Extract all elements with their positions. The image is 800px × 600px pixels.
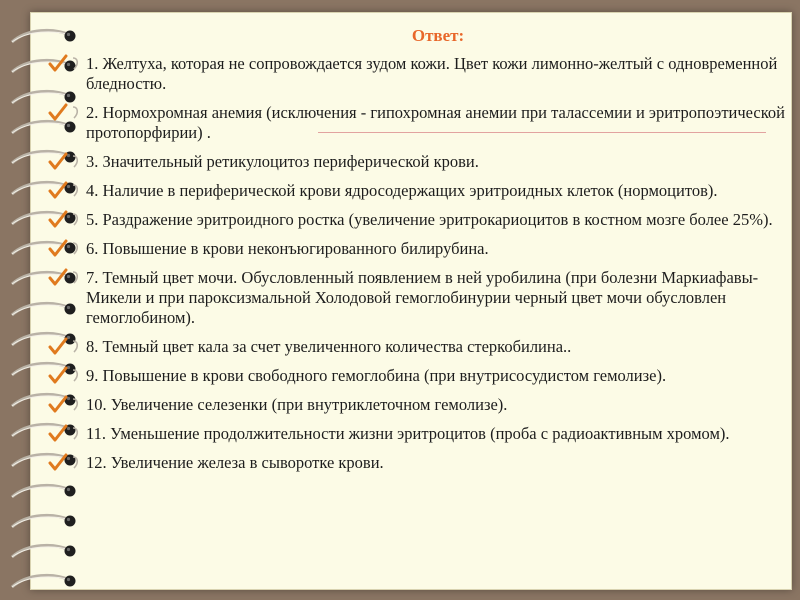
check-mark-icon xyxy=(48,181,68,201)
list-item xyxy=(86,424,790,444)
ring-binder-icon xyxy=(8,26,80,48)
ring-binder-icon xyxy=(8,571,80,593)
ring-hook-icon xyxy=(72,425,80,438)
list-item-text: 11. Уменьшение продолжительности жизни эритроцитов (проба с радиоактивным хромом). xyxy=(86,424,730,443)
list-item-text: 8. Темный цвет кала за счет увеличенного количества стеркобилина.. xyxy=(86,337,572,356)
check-mark-icon xyxy=(48,453,68,473)
list-item-text: 9. Повышение в крови свободного гемоглобина (при внутрисосудистом гемолизе). xyxy=(86,366,667,385)
list-item-text: 5. Раздражение эритроидного ростка (увеличение эритрокариоцитов в костном мозге более 25%). xyxy=(86,210,773,229)
ring-binder-icon xyxy=(8,420,80,442)
ring-hook-icon xyxy=(72,367,80,380)
ring-hook-icon xyxy=(72,104,80,117)
list-item xyxy=(86,181,790,201)
check-mark-icon xyxy=(48,337,68,357)
list-item-text: 2. Нормохромная анемия (исключения - гипохромная анемии при талассемии и эритропоэтической протопорфирии) . xyxy=(86,103,786,142)
ring-binder-icon xyxy=(8,541,80,563)
list-item-text: 10. Увеличение селезенки (при внутриклеточном гемолизе). xyxy=(86,395,508,414)
list-item xyxy=(86,268,790,328)
list-item-text: 1. Желтуха, которая не сопровождается зудом кожи. Цвет кожи лимонно-желтый с одновременной бледностю. xyxy=(86,54,778,93)
ring-hook-icon xyxy=(72,396,80,409)
answer-list xyxy=(86,54,790,473)
ring-binder-icon xyxy=(8,450,80,472)
answer-content xyxy=(86,24,790,482)
ring-binder-icon xyxy=(8,359,80,381)
ring-hook-icon xyxy=(72,269,80,282)
ring-binder-icon xyxy=(8,329,80,351)
ring-binder-icon xyxy=(8,56,80,78)
check-mark-icon xyxy=(48,424,68,444)
ring-binder-icon xyxy=(8,178,80,200)
ring-hook-icon xyxy=(72,153,80,166)
list-item-text: 7. Темный цвет мочи. Обусловленный появлением в ней уробилина (при болезни Маркиафавы-Микели и при пароксизмальной Холодовой гемоглобинурии черный цвет мочи обусловлен гемоглобином). xyxy=(86,268,759,327)
check-mark-icon xyxy=(48,103,68,123)
ring-binder-icon xyxy=(8,87,80,109)
ring-binder-icon xyxy=(8,238,80,260)
ring-binder-icon xyxy=(8,390,80,412)
list-item-text: 6. Повышение в крови неконъюгированного билирубина. xyxy=(86,239,489,258)
ring-hook-icon xyxy=(72,182,80,195)
ring-hook-icon xyxy=(72,211,80,224)
list-item xyxy=(86,239,790,259)
list-item xyxy=(86,54,790,94)
list-item-text: 3. Значительный ретикулоцитоз периферической крови. xyxy=(86,152,479,171)
list-item xyxy=(86,103,790,143)
ring-binder-icon xyxy=(8,268,80,290)
answer-title: Ответ: xyxy=(411,26,465,45)
ring-hook-icon xyxy=(72,55,80,68)
ring-hook-icon xyxy=(72,338,80,351)
list-item xyxy=(86,152,790,172)
ring-hook-icon xyxy=(72,240,80,253)
check-mark-icon xyxy=(48,268,68,288)
check-mark-icon xyxy=(48,395,68,415)
list-item xyxy=(86,366,790,386)
ring-hook-icon xyxy=(72,454,80,467)
check-mark-icon xyxy=(48,210,68,230)
ring-binder-icon xyxy=(8,147,80,169)
check-mark-icon xyxy=(48,54,68,74)
list-item xyxy=(86,210,790,230)
list-item xyxy=(86,395,790,415)
ring-binder-icon xyxy=(8,481,80,503)
check-mark-icon xyxy=(48,152,68,172)
ring-binder-icon xyxy=(8,208,80,230)
ring-binder-icon xyxy=(8,511,80,533)
list-item xyxy=(86,453,790,473)
check-mark-icon xyxy=(48,239,68,259)
ring-binder-icon xyxy=(8,299,80,321)
ring-binder-icon xyxy=(8,117,80,139)
check-mark-icon xyxy=(48,366,68,386)
spiral-binding xyxy=(0,0,80,600)
list-item-text: 4. Наличие в периферической крови ядросодержащих эритроидных клеток (нормоцитов). xyxy=(86,181,718,200)
list-item-text: 12. Увеличение железа в сыворотке крови. xyxy=(86,453,384,472)
list-item xyxy=(86,337,790,357)
